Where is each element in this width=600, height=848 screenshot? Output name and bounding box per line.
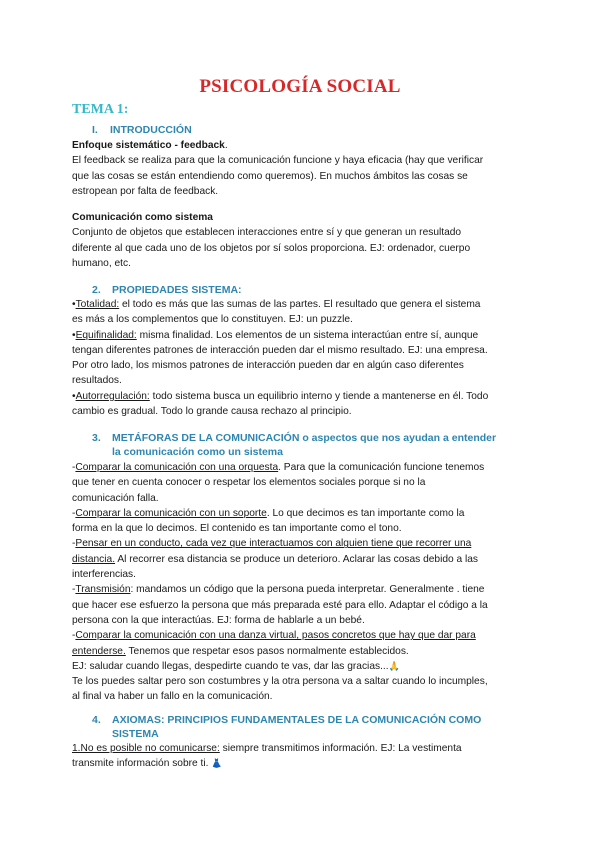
section-1-body <box>72 138 532 199</box>
metaphor-conducto: -Pensar en un conducto, cada vez que interactuamos con alguien tiene que recorrer una <box>72 538 472 550</box>
paragraph-line: distancia. Al recorrer esa distancia se produce un deterioro. Aclarar las cosas debido a las <box>72 553 479 565</box>
paragraph-line: al final va haber un fallo en la comunicación. <box>72 691 273 703</box>
paragraph-line: transmite información sobre ti. 👗 <box>72 758 223 770</box>
metaphor-transmision: -Transmisión: mandamos un código que la persona pueda interpretar. Generalmente . tiene <box>72 584 485 596</box>
section-2-body <box>72 297 532 419</box>
paragraph-line: es más a los complementos que lo constituyen. EJ: un puzzle. <box>72 314 353 326</box>
paragraph-line: interferencias. <box>72 569 136 581</box>
subheading-feedback: Enfoque sistemático - feedback. <box>72 140 228 151</box>
subheading-sistema: Comunicación como sistema <box>72 212 213 223</box>
paragraph-line: cambio es gradual. Todo lo grande causa rechazo al principio. <box>72 406 352 418</box>
axiom-1: 1.No es posible no comunicarse: siempre transmitimos información. EJ: La vestimenta <box>72 743 462 754</box>
section-2-title: PROPIEDADES SISTEMA: <box>112 284 242 296</box>
paragraph-line: estropean por falta de feedback. <box>72 185 219 197</box>
section-4-title: AXIOMAS: PRINCIPIOS FUNDAMENTALES DE LA COMUNICACIÓN COMO <box>112 714 482 726</box>
metaphor-soporte: -Comparar la comunicación con un soporte. Lo que decimos es tan importante como la <box>72 507 465 519</box>
paragraph-line: Por otro lado, los mismos patrones de interacción pueden dar en algún caso diferentes <box>72 360 464 372</box>
section-2-number: 2. <box>92 284 101 296</box>
paragraph-line: tengan diferentes patrones de interacción pueden dar el mismo resultado. EJ: una empresa. <box>72 344 488 356</box>
paragraph-line: entenderse. Tenemos que respetar esos pasos normalmente establecidos. <box>72 645 409 657</box>
property-totalidad: •Totalidad: el todo es más que las sumas de las partes. El resultado que genera el sistema <box>72 299 481 310</box>
paragraph-line: humano, etc. <box>72 257 131 269</box>
section-1-title: INTRODUCCIÓN <box>110 124 192 136</box>
section-4-number: 4. <box>92 714 101 726</box>
metaphor-orquesta: -Comparar la comunicación con una orquesta. Para que la comunicación funcione tenemos <box>72 462 485 473</box>
section-4-title-cont: SISTEMA <box>112 728 159 740</box>
section-4-body <box>72 741 532 772</box>
tema-label: TEMA 1: <box>72 102 129 117</box>
paragraph-line: que las cosas se están entendiendo como queremos). En muchos ámbitos las cosas se <box>72 170 468 182</box>
paragraph-line: persona con la que interactúas. EJ: forma de hablarle a un bebé. <box>72 614 365 626</box>
section-4-heading <box>92 713 542 741</box>
property-autorregulacion: •Autorregulación: todo sistema busca un equilibrio interno y tiende a mantenerse en él. Todo <box>72 390 489 402</box>
paragraph-line: diferente al que cada uno de los objetos por sí solos proporciona. EJ: ordenador, cuerpo <box>72 242 471 254</box>
section-2-heading <box>92 283 242 297</box>
metaphor-danza: -Comparar la comunicación con una danza virtual, pasos concretos que hay que dar para <box>72 630 476 642</box>
section-1-number: I. <box>92 124 98 136</box>
section-3-title: METÁFORAS DE LA COMUNICACIÓN o aspectos que nos ayudan a entender <box>112 432 497 444</box>
section-3-heading <box>92 431 542 459</box>
paragraph-line: forma en la que lo decimos. El contenido es tan importante como el tono. <box>72 523 402 535</box>
section-1-heading <box>92 123 192 137</box>
paragraph-line: que hacer ese esfuerzo la persona que más preparada esté para ello. Adaptar el código a la <box>72 599 488 611</box>
paragraph-line: Te los puedes saltar pero son costumbres y la otra persona va a saltar cuando lo incumples, <box>72 676 488 688</box>
paragraph-line: que tener en cuenta conocer o respetar los elementos sociales porque si no la <box>72 477 426 489</box>
paragraph-line: comunicación falla. <box>72 492 159 504</box>
praying-hands-icon: 🙏 <box>388 660 400 671</box>
paragraph-line: EJ: saludar cuando llegas, despedirte cuando te vas, dar las gracias...🙏 <box>72 660 400 672</box>
paragraph-line: Conjunto de objetos que establecen interacciones entre sí y que generan un resultado <box>72 227 462 239</box>
section-3-title-cont: la comunicación como un sistema <box>112 446 283 458</box>
section-1-body-b <box>72 210 532 271</box>
dress-icon: 👗 <box>211 758 223 769</box>
section-3-body <box>72 460 532 705</box>
paragraph-line: El feedback se realiza para que la comunicación funcione y haya eficacia (hay que verificar <box>72 155 484 167</box>
document-title: PSICOLOGÍA SOCIAL <box>199 76 401 97</box>
paragraph-line: resultados. <box>72 375 122 387</box>
property-equifinalidad: •Equifinalidad: misma finalidad. Los elementos de un sistema interactúan entre sí, aunque <box>72 329 479 341</box>
section-3-number: 3. <box>92 432 101 444</box>
